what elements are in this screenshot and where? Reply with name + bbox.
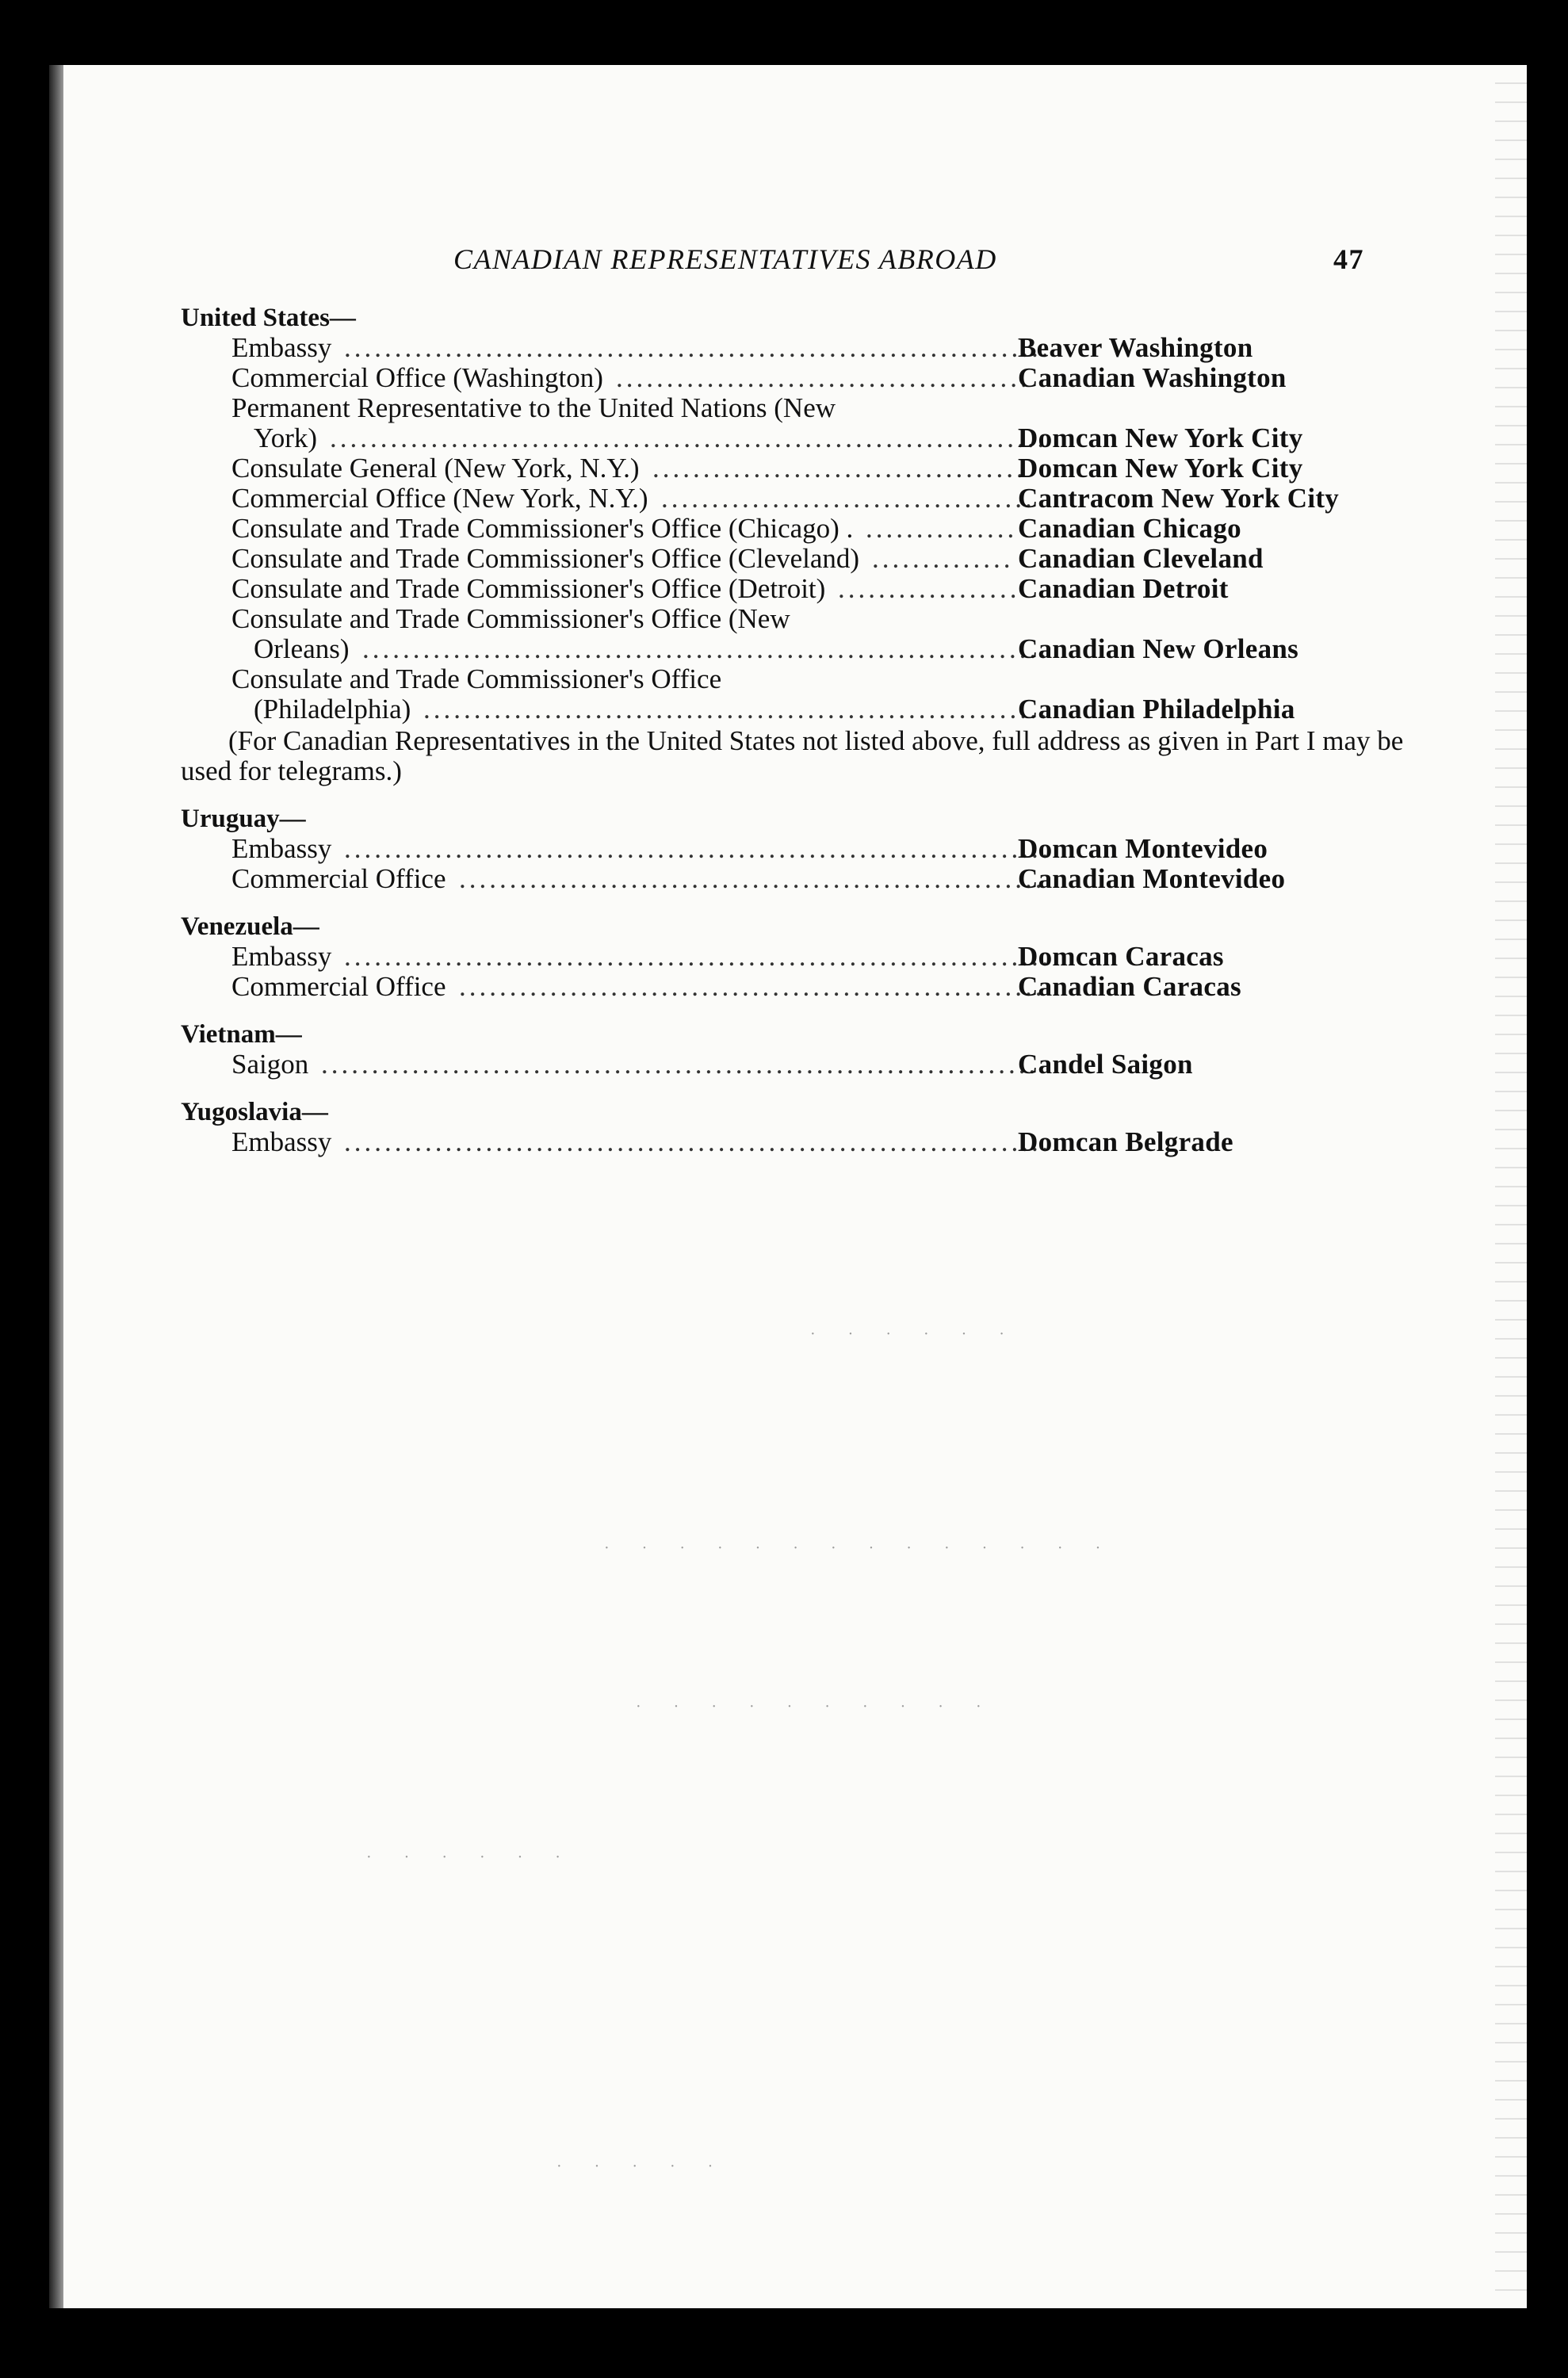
directory-entry xyxy=(181,604,1417,634)
office-label-continuation: York) xyxy=(254,422,318,453)
directory-entry-continuation xyxy=(181,423,1417,453)
country-heading: Uruguay— xyxy=(181,805,306,833)
directory-entry-continuation xyxy=(181,634,1417,664)
office-label: Consulate and Trade Commissioner's Office (New xyxy=(231,603,790,634)
office-label-continuation: (Philadelphia) xyxy=(254,694,411,724)
country-section xyxy=(181,804,1417,894)
country-section xyxy=(181,303,1417,786)
section-note: (For Canadian Representatives in the United States not listed above, full address as given in Part I may be used for telegrams.) xyxy=(181,725,1404,786)
directory-entry xyxy=(181,664,1417,694)
office-label: Consulate and Trade Commissioner's Office xyxy=(231,663,722,694)
scan-specks: · · · · · · xyxy=(810,1325,1019,1343)
office-label: Commercial Office xyxy=(231,971,446,1002)
directory-entry xyxy=(181,363,1417,393)
dot-leader: .......................................................... xyxy=(459,971,1046,1002)
country-section xyxy=(181,1097,1417,1157)
telegraphic-address: Canadian Detroit xyxy=(1018,573,1229,604)
telegraphic-address: Canadian Philadelphia xyxy=(1018,694,1295,724)
telegraphic-address: Canadian Cleveland xyxy=(1018,543,1264,574)
dot-leader: ....................................................................... xyxy=(330,422,1048,453)
directory-entry xyxy=(181,453,1417,484)
office-label: Consulate General (New York, N.Y.) xyxy=(231,453,640,484)
scan-edge-artifact xyxy=(1495,65,1527,2308)
telegraphic-address: Canadian Caracas xyxy=(1018,971,1241,1002)
telegraphic-address: Canadian Washington xyxy=(1018,362,1287,393)
directory-entry xyxy=(181,393,1417,423)
office-label: Embassy xyxy=(231,1126,332,1157)
running-head-title: CANADIAN REPRESENTATIVES ABROAD xyxy=(453,243,997,275)
directory-entry xyxy=(181,544,1417,574)
dot-leader: ........................................................................ xyxy=(321,1049,1049,1080)
dot-leader: .............. xyxy=(872,543,1014,574)
telegraphic-address: Cantracom New York City xyxy=(1018,483,1340,514)
telegraphic-address: Domcan Caracas xyxy=(1018,941,1224,972)
telegraphic-address: Domcan New York City xyxy=(1018,422,1303,453)
telegraphic-address: Domcan Montevideo xyxy=(1018,833,1268,864)
country-heading: Vietnam— xyxy=(181,1020,302,1049)
office-label: Commercial Office (New York, N.Y.) xyxy=(231,483,648,514)
scan-specks: · · · · · xyxy=(556,2158,728,2175)
telegraphic-address: Domcan Belgrade xyxy=(1018,1126,1233,1157)
office-label: Consulate and Trade Commissioner's Office (Detroit) xyxy=(231,573,826,604)
dot-leader: ...................................................................... xyxy=(344,1126,1052,1157)
dot-leader: .................. xyxy=(838,573,1020,604)
office-label: Commercial Office xyxy=(231,863,446,894)
directory-entry xyxy=(181,1127,1417,1157)
office-label: Commercial Office (Washington) xyxy=(231,362,603,393)
dot-leader: ...................................................................... xyxy=(344,941,1052,972)
dot-leader: ......................................... xyxy=(616,362,1031,393)
country-section xyxy=(181,1019,1417,1080)
book-spine-shadow xyxy=(49,65,63,2308)
page-number: 47 xyxy=(1333,243,1364,275)
office-label: Saigon xyxy=(231,1049,309,1080)
directory-entry xyxy=(181,1049,1417,1080)
dot-leader: .................................................................... xyxy=(362,633,1050,664)
office-label: Embassy xyxy=(231,941,332,972)
telegraphic-address: Canadian Montevideo xyxy=(1018,863,1286,894)
directory-entry xyxy=(181,574,1417,604)
directory-entry-continuation xyxy=(181,694,1417,724)
dot-leader: ............... xyxy=(866,513,1018,544)
scan-specks: · · · · · · xyxy=(366,1848,575,1866)
dot-leader: ..................................... xyxy=(661,483,1035,514)
directory-entry xyxy=(181,514,1417,544)
directory-entry xyxy=(181,942,1417,972)
directory-entry xyxy=(181,333,1417,363)
telegraphic-address: Beaver Washington xyxy=(1018,332,1253,363)
office-label-continuation: Orleans) xyxy=(254,633,350,664)
telegraphic-address: Canadian Chicago xyxy=(1018,513,1241,544)
directory-entry xyxy=(181,484,1417,514)
scan-specks: · · · · · · · · · · · · · · xyxy=(604,1539,1115,1557)
dot-leader: ...................................................................... xyxy=(344,833,1052,864)
office-label: Consulate and Trade Commissioner's Office (Cleveland) xyxy=(231,543,860,574)
telegraphic-address: Domcan New York City xyxy=(1018,453,1303,484)
country-heading: Venezuela— xyxy=(181,912,319,941)
telegraphic-address: Candel Saigon xyxy=(1018,1049,1193,1080)
office-label: Consulate and Trade Commissioner's Office (Chicago) . xyxy=(231,513,854,544)
country-section xyxy=(181,912,1417,1002)
directory-entry xyxy=(181,834,1417,864)
office-label: Embassy xyxy=(231,332,332,363)
country-heading: United States— xyxy=(181,304,356,332)
dot-leader: ..................................... xyxy=(652,453,1027,484)
directory-entry xyxy=(181,864,1417,894)
dot-leader: ...................................................................... xyxy=(344,332,1052,363)
dot-leader: .......................................................... xyxy=(459,863,1046,894)
scan-specks: · · · · · · · · · · xyxy=(636,1698,996,1715)
scanned-page xyxy=(49,65,1527,2308)
telegraphic-address: Canadian New Orleans xyxy=(1018,633,1299,664)
country-heading: Yugoslavia— xyxy=(181,1098,328,1126)
directory-entry xyxy=(181,972,1417,1002)
directory-listing xyxy=(181,303,1417,1175)
office-label: Permanent Representative to the United Nations (New xyxy=(231,392,836,423)
office-label: Embassy xyxy=(231,833,332,864)
dot-leader: .............................................................. xyxy=(423,694,1050,724)
